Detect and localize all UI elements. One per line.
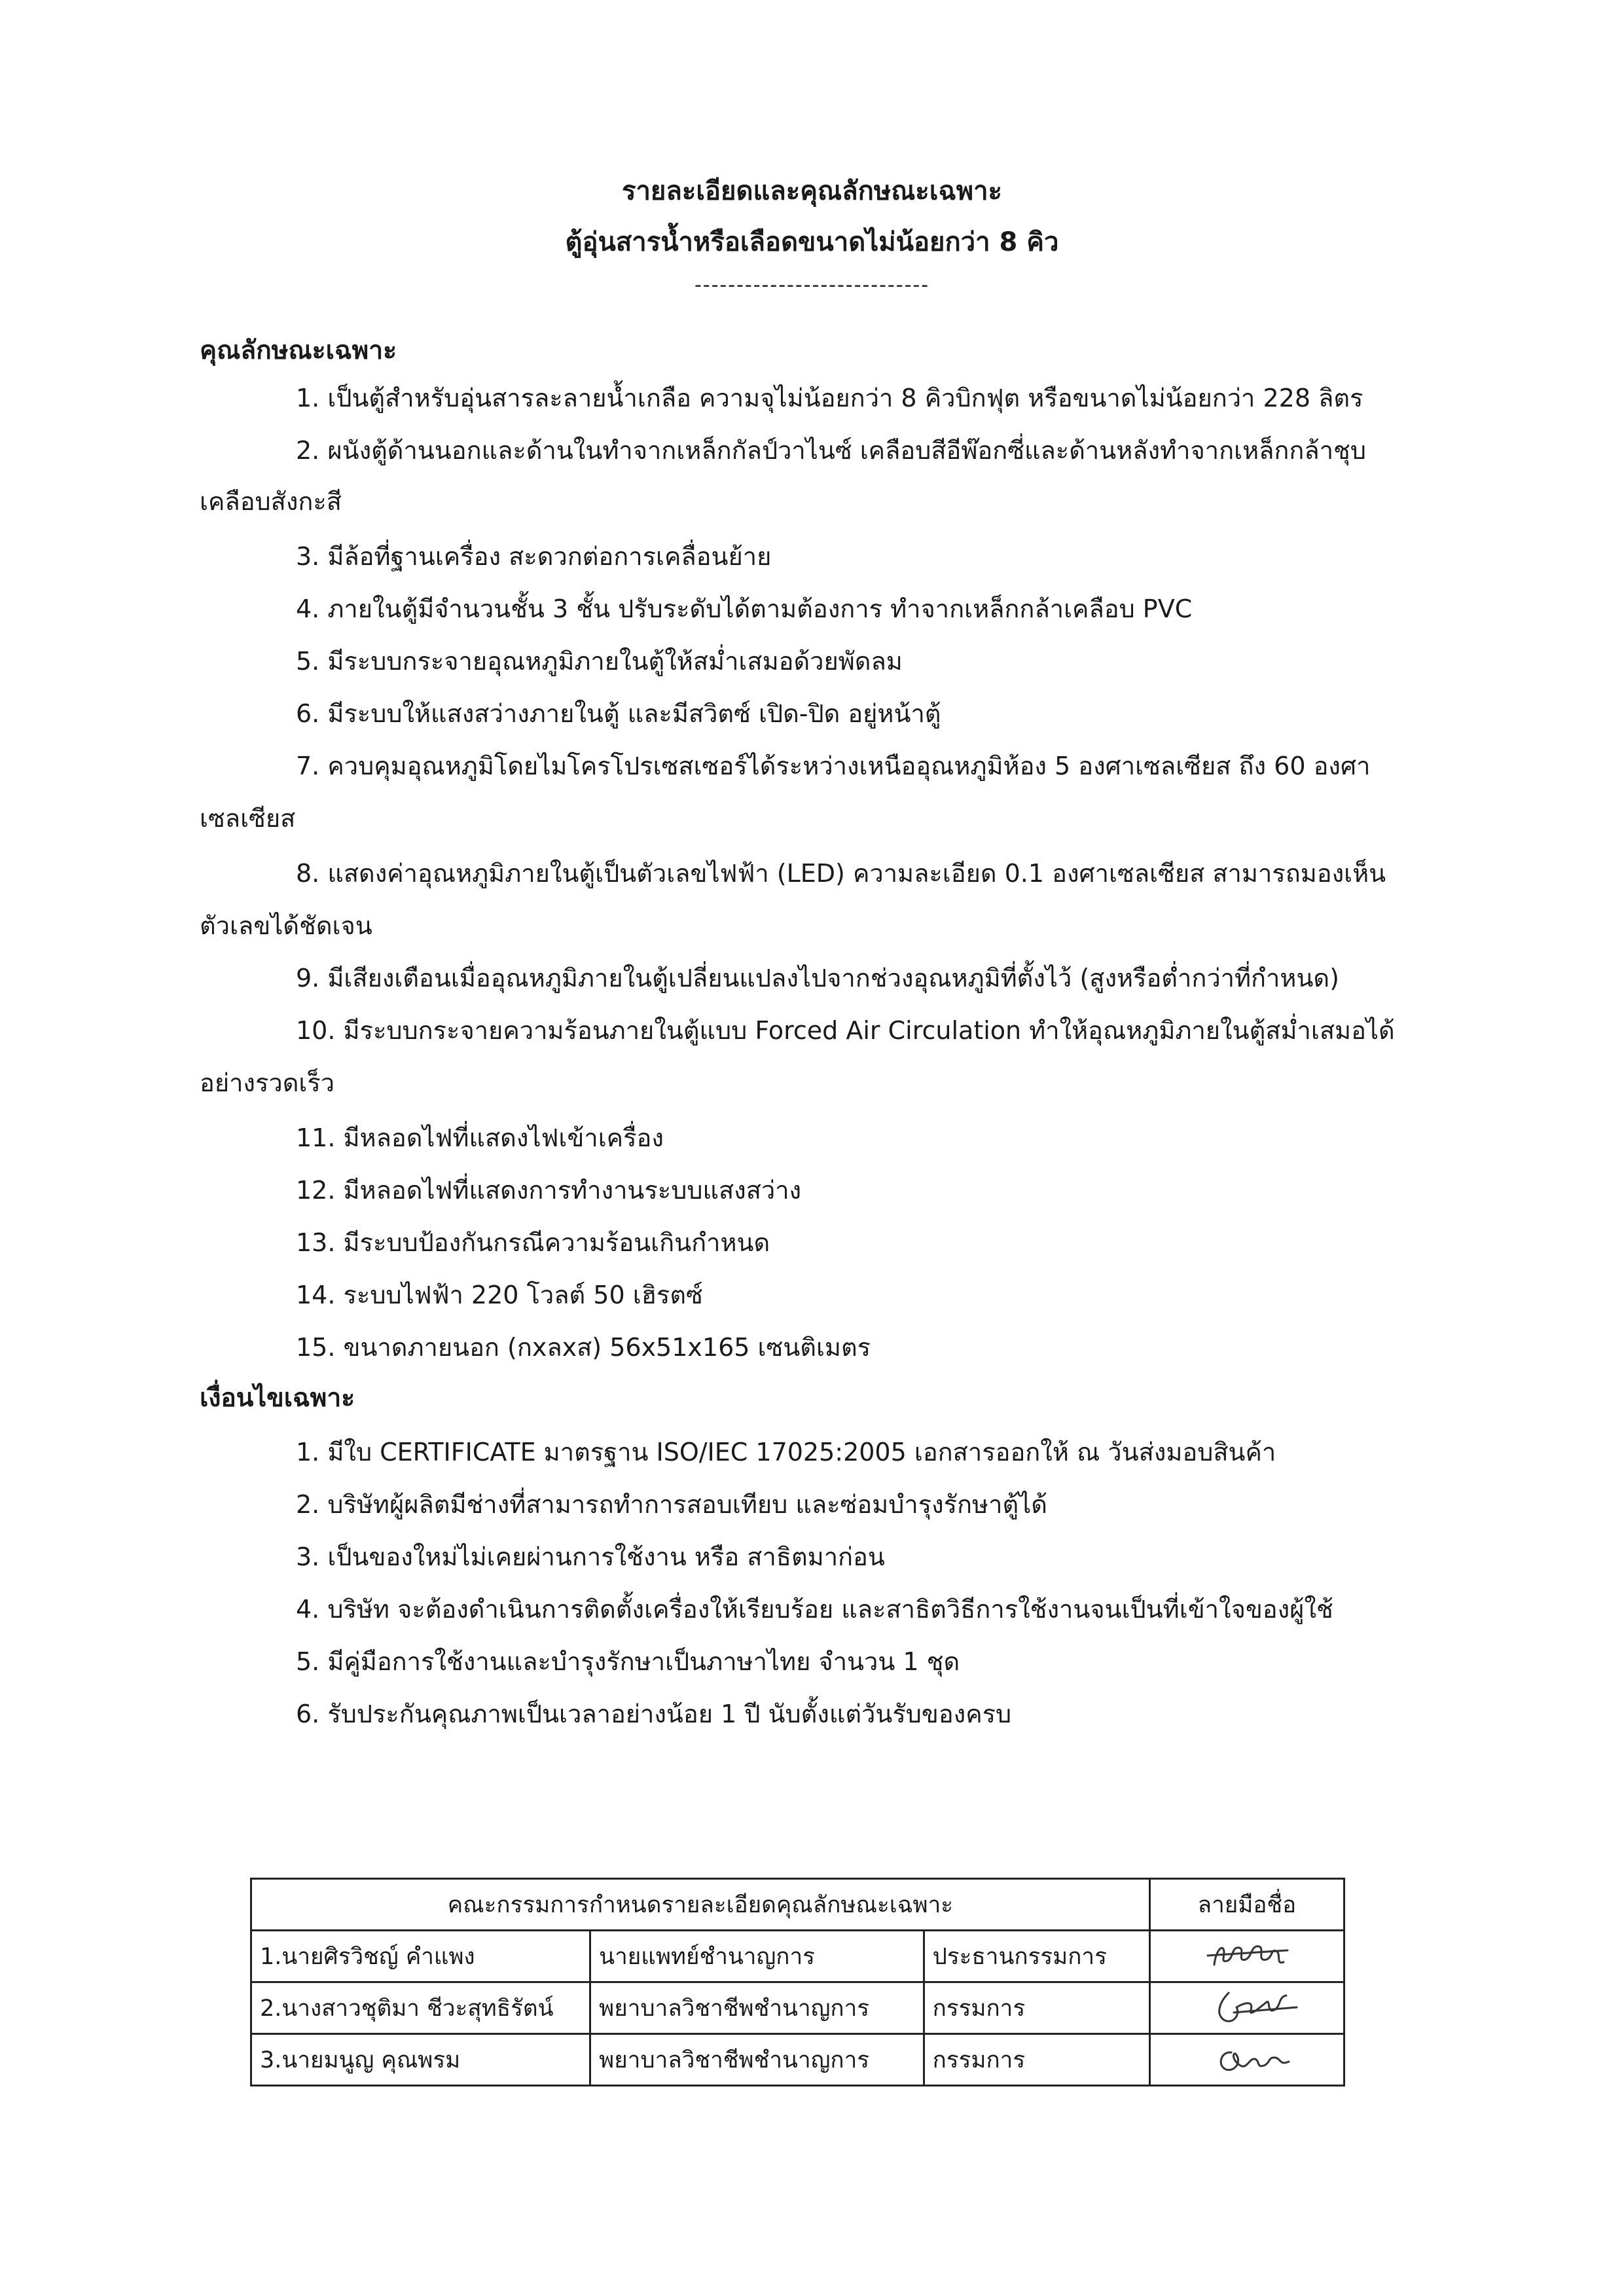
spec-line: อย่างรวดเร็ว [200,1068,335,1097]
condition-line: 2. บริษัทผู้ผลิตมีช่างที่สามารถทำการสอบเทียบ และซ่อมบำรุงรักษาตู้ได้ [296,1490,1047,1519]
condition-line: 4. บริษัท จะต้องดำเนินการติดตั้งเครื่องให้เรียบร้อย และสาธิตวิธีการใช้งานจนเป็นที่เข้าใจของผู้ใช้ [296,1595,1333,1624]
table-row [251,1982,1344,2034]
condition-line: 5. มีคู่มือการใช้งานและบำรุงรักษาเป็นภาษาไทย จำนวน 1 ชุด [296,1647,960,1676]
spec-line: 4. ภายในตู้มีจำนวนชั้น 3 ชั้น ปรับระดับได้ตามต้องการ ทำจากเหล็กกล้าเคลือบ PVC [296,594,1193,623]
signature-image [1168,1988,1326,2028]
member-signature [1149,1931,1344,1982]
table-row [251,1931,1344,1982]
spec-line: 8. แสดงค่าอุณหภูมิภายในตู้เป็นตัวเลขไฟฟ้า (LED) ความละเอียด 0.1 องศาเซลเซียส สามารถมองเห็น [296,859,1386,888]
spec-line: 11. มีหลอดไฟที่แสดงไฟเข้าเครื่อง [296,1123,664,1152]
spec-line: เซลเซียส [200,804,296,833]
spec-line: เคลือบสังกะสี [200,487,342,516]
document-subtitle: ตู้อุ่นสารน้ำหรือเลือดขนาดไม่น้อยกว่า 8 คิว [565,227,1059,257]
spec-line: 5. มีระบบกระจายอุณหภูมิภายในตู้ให้สม่ำเสมอด้วยพัดลม [296,647,903,676]
spec-line: 12. มีหลอดไฟที่แสดงการทำงานระบบแสงสว่าง [296,1176,802,1205]
member-signature [1149,1982,1344,2034]
member-role: กรรมการ [924,1982,1149,2034]
condition-line: 3. เป็นของใหม่ไม่เคยผ่านการใช้งาน หรือ สาธิตมาก่อน [296,1542,885,1571]
member-role: กรรมการ [924,2034,1149,2086]
committee-header-row [251,1879,1344,1931]
committee-table [250,1878,1345,2086]
signature-image [1168,2039,1326,2080]
member-name: 3.นายมนูญ คุณพรม [251,2034,590,2086]
condition-line: 1. มีใบ CERTIFICATE มาตรฐาน ISO/IEC 17025:2005 เอกสารออกให้ ณ วันส่งมอบสินค้า [296,1438,1276,1467]
spec-line: 2. ผนังตู้ด้านนอกและด้านในทำจากเหล็กกัลป์วาไนซ์ เคลือบสีอีพ๊อกซี่และด้านหลังทำจากเหล็กกล้าชุบ [296,436,1366,465]
spec-line: ตัวเลขได้ชัดเจน [200,911,372,940]
document-title: รายละเอียดและคุณลักษณะเฉพาะ [621,176,1003,206]
member-position: นายแพทย์ชำนาญการ [590,1931,924,1982]
spec-line: 15. ขนาดภายนอก (กxลxส) 56x51x165 เซนติเมตร [296,1333,871,1362]
title-separator: ---------------------------- [694,274,930,297]
table-row [251,2034,1344,2086]
signature-image [1168,1936,1326,1977]
spec-line: 13. มีระบบป้องกันกรณีความร้อนเกินกำหนด [296,1228,770,1257]
spec-line: 9. มีเสียงเตือนเมื่ออุณหภูมิภายในตู้เปลี่ยนแปลงไปจากช่วงอุณหภูมิที่ตั้งไว้ (สูงหรือต่ำกว่าที่กำหนด) [296,964,1339,993]
spec-line: 1. เป็นตู้สำหรับอุ่นสารละลายน้ำเกลือ ความจุไม่น้อยกว่า 8 คิวบิกฟุต หรือขนาดไม่น้อยกว่า 228 ลิตร [296,384,1363,412]
committee-header: คณะกรรมการกำหนดรายละเอียดคุณลักษณะเฉพาะ [251,1879,1150,1931]
condition-line: 6. รับประกันคุณภาพเป็นเวลาอย่างน้อย 1 ปี นับตั้งแต่วันรับของครบ [296,1700,1012,1728]
conditions-heading: เงื่อนไขเฉพาะ [200,1383,355,1413]
member-role: ประธานกรรมการ [924,1931,1149,1982]
signature-header: ลายมือชื่อ [1149,1879,1344,1931]
member-name: 2.นางสาวชุติมา ชีวะสุทธิรัตน์ [251,1982,590,2034]
member-name: 1.นายศิรวิชญ์ คำแพง [251,1931,590,1982]
spec-line: 7. ควบคุมอุณหภูมิโดยไมโครโปรเซสเซอร์ได้ระหว่างเหนืออุณหภูมิห้อง 5 องศาเซลเซียส ถึง 60 องศา [296,752,1371,780]
spec-line: 14. ระบบไฟฟ้า 220 โวลต์ 50 เฮิรตซ์ [296,1281,703,1309]
member-signature [1149,2034,1344,2086]
member-position: พยาบาลวิชาชีพชำนาญการ [590,2034,924,2086]
spec-line: 6. มีระบบให้แสงสว่างภายในตู้ และมีสวิตซ์ เปิด-ปิด อยู่หน้าตู้ [296,699,941,728]
spec-line: 3. มีล้อที่ฐานเครื่อง สะดวกต่อการเคลื่อนย้าย [296,542,772,571]
specs-heading: คุณลักษณะเฉพาะ [200,336,397,365]
spec-line: 10. มีระบบกระจายความร้อนภายในตู้แบบ Forced Air Circulation ทำให้อุณหภูมิภายในตู้สม่ำเสมอได้ [296,1016,1395,1045]
member-position: พยาบาลวิชาชีพชำนาญการ [590,1982,924,2034]
